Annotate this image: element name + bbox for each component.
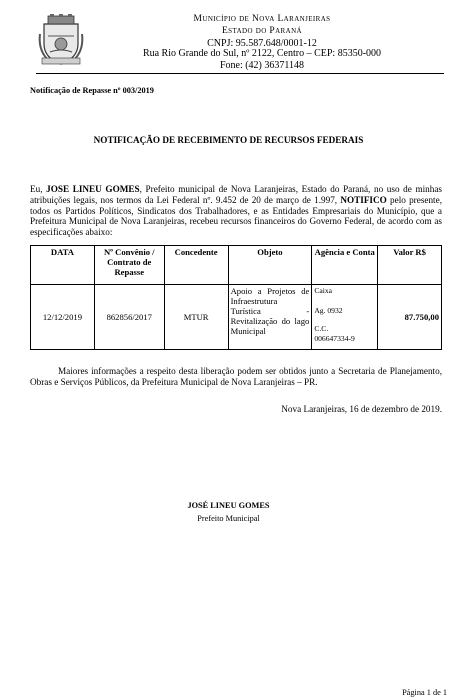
col-header-convenio: Nº Convênio / Contrato de Repasse xyxy=(94,246,164,285)
cell-objeto: Apoio a Projetos de Infraestrutura Turística - Revitalização do lago Municipal xyxy=(228,285,312,350)
page-number: Página 1 de 1 xyxy=(402,688,447,697)
col-header-valor: Valor R$ xyxy=(378,246,442,285)
paragraph-intro xyxy=(30,184,442,238)
mayor-name-inline: JOSE LINEU GOMES xyxy=(46,184,140,194)
intro-text-b: , Prefeito municipal de Nova Laranjeiras, Estado do Paraná, no uso de minhas atribuições legais, nos termos da Lei Federal nº. 9.452 de 20 de março de 1.997, xyxy=(30,184,442,205)
header-municipality: Município de Nova Laranjeiras xyxy=(193,14,331,24)
signature-role: Prefeito Municipal xyxy=(197,514,260,523)
table-header-row xyxy=(31,246,442,285)
header-state: Estado do Paraná xyxy=(221,26,302,36)
intro-text-a: Eu, xyxy=(30,184,47,194)
col-header-data: DATA xyxy=(31,246,95,285)
transfer-table xyxy=(30,245,442,350)
header-cnpj: CNPJ: 95.587.648/0001-12 xyxy=(207,38,317,49)
col-header-agencia: Agência e Conta xyxy=(312,246,378,285)
bank-name: Caixa xyxy=(314,286,333,295)
cell-agencia xyxy=(312,285,378,350)
header-phone: Fone: (42) 36371148 xyxy=(219,60,305,71)
notification-number: Notificação de Repasse nº 003/2019 xyxy=(30,86,154,95)
signature-name: JOSÉ LINEU GOMES xyxy=(187,501,270,510)
intro-text-c: pelo presente, todos os Partidos Políticos, Sindicatos dos Trabalhadores, e as Entidades Empresariais do Município, que a Prefeitura Municipal de Nova Laranjeiras, recebeu recursos financeiros do Governo Federal, de acordo com as especificações abaixo: xyxy=(30,194,442,238)
notifico-word: NOTIFICO xyxy=(340,194,387,205)
account-label: C.C. xyxy=(314,324,329,333)
cell-convenio: 862856/2017 xyxy=(94,285,164,350)
account-number: 006647334-9 xyxy=(314,333,355,343)
paragraph-more-info: Maiores informações a respeito desta liberação podem ser obtidos junto a Secretaria de Planejamento, Obras e Serviços Públicos, da Prefeitura Municipal de Nova Laranjeiras – PR. xyxy=(30,366,442,387)
cell-valor: 87.750,00 xyxy=(378,285,442,350)
header-divider xyxy=(36,73,444,74)
cell-data: 12/12/2019 xyxy=(31,285,95,350)
city-date: Nova Laranjeiras, 16 de dezembro de 2019. xyxy=(281,404,442,414)
table-row xyxy=(31,285,442,350)
agency-number: Ag. 0932 xyxy=(314,305,343,315)
header-address: Rua Rio Grande do Sul, nº 2122, Centro – CEP: 85350-000 xyxy=(142,48,382,59)
cell-concedente: MTUR xyxy=(164,285,228,350)
col-header-objeto: Objeto xyxy=(228,246,312,285)
municipal-crest-logo xyxy=(38,14,84,66)
document-title: NOTIFICAÇÃO DE RECEBIMENTO DE RECURSOS FEDERAIS xyxy=(93,135,364,145)
col-header-concedente: Concedente xyxy=(164,246,228,285)
